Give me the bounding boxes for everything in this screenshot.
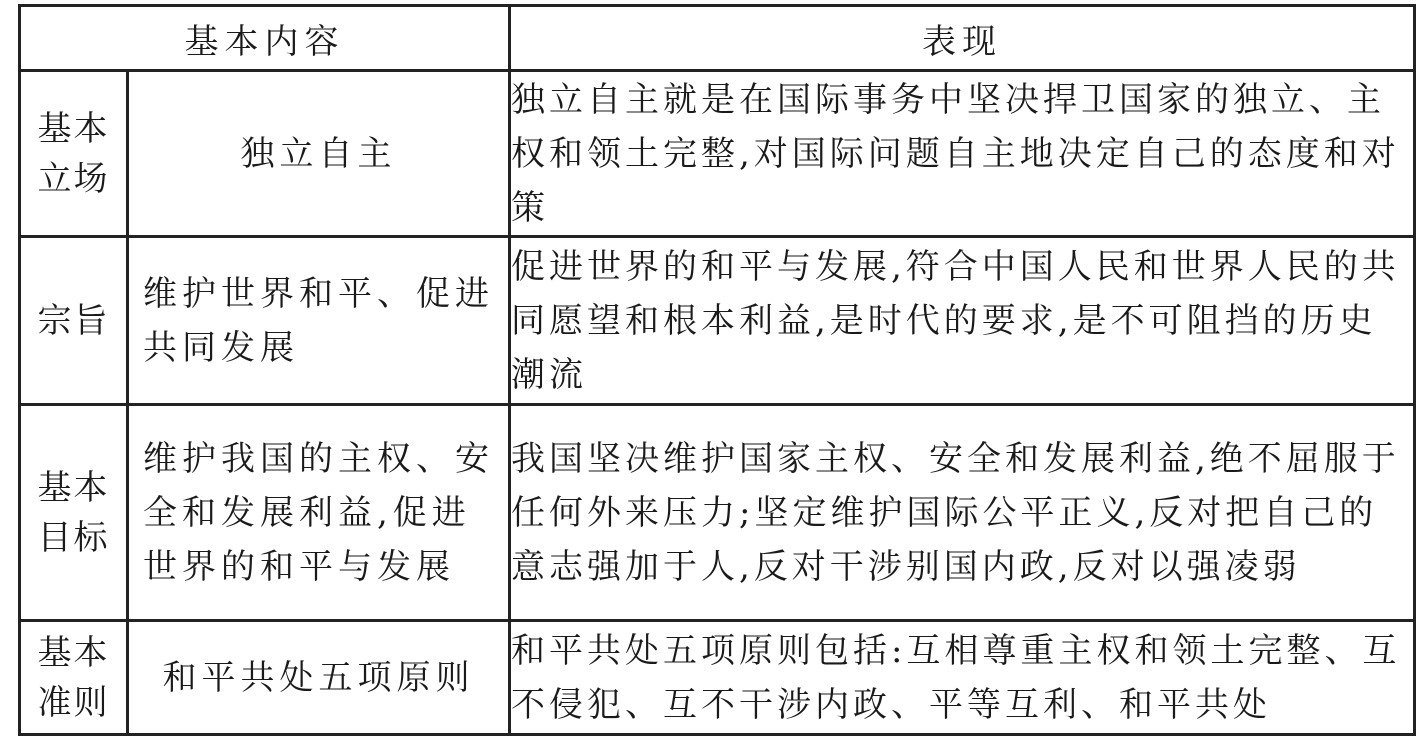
row-description: 独立自主就是在国际事务中坚决捍卫国家的独立、主权和领土完整,对国际问题自主地决定自己的态度和对策 [510,71,1415,237]
row-label-text: 基本目标 [37,467,110,558]
row-label-text: 基本立场 [37,108,110,199]
header-manifestation: 表现 [510,6,1415,71]
row-content-five-principles: 和平共处五项原则 [128,621,510,735]
row-label-text: 基本准则 [37,632,110,723]
row-content-peace-development: 维护世界和平、促进共同发展 [128,237,510,405]
table-header-row [20,6,1415,71]
header-basic-content: 基本内容 [20,6,510,71]
row-description: 我国坚决维护国家主权、安全和发展利益,绝不屈服于任何外来压力;坚定维护国际公平正义,反对把自己的意志强加于人,反对干涉别国内政,反对以强凌弱 [510,405,1415,621]
row-description: 促进世界的和平与发展,符合中国人民和世界人民的共同愿望和根本利益,是时代的要求,是不可阻挡的历史潮流 [510,237,1415,405]
table-row [20,71,1415,237]
row-label-text: 宗旨 [37,300,110,341]
table-row [20,237,1415,405]
table-row [20,405,1415,621]
row-content-independence: 独立自主 [128,71,510,237]
policy-table-container [18,4,1416,730]
row-label-basic-stance [20,71,128,237]
row-content-sovereignty: 维护我国的主权、安全和发展利益,促进世界的和平与发展 [128,405,510,621]
row-label-purpose [20,237,128,405]
foreign-policy-table [18,4,1416,736]
table-row [20,621,1415,735]
row-description: 和平共处五项原则包括:互相尊重主权和领土完整、互不侵犯、互不干涉内政、平等互利、和平共处 [510,621,1415,735]
row-label-basic-goal [20,405,128,621]
row-label-basic-principle [20,621,128,735]
